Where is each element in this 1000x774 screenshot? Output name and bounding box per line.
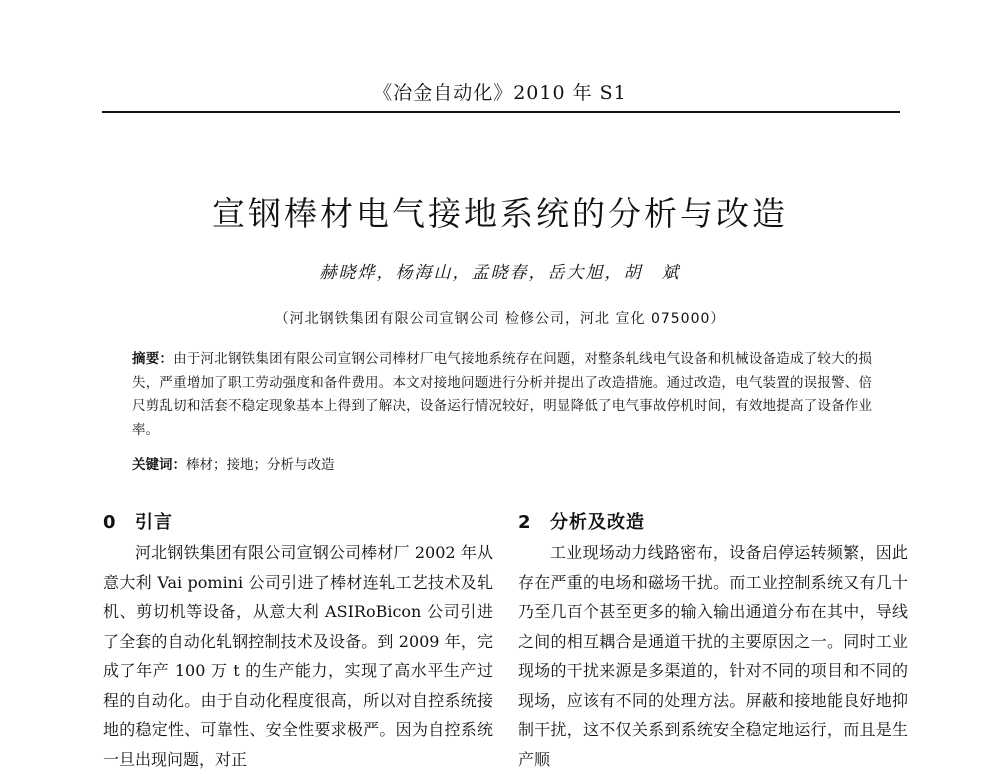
header-divider — [102, 111, 900, 113]
right-column — [518, 508, 908, 774]
keywords-text: 棒材；接地；分析与改造 — [186, 457, 335, 473]
article-title: 宣钢棒材电气接地系统的分析与改造 — [212, 194, 788, 233]
section-title: 引言 — [135, 512, 173, 533]
section-heading-analysis — [518, 508, 908, 538]
section-title: 分析及改造 — [550, 512, 645, 533]
keywords-label: 关键词： — [132, 457, 186, 473]
section-number: 0 — [103, 512, 117, 533]
section-body-introduction: 河北钢铁集团有限公司宣钢公司棒材厂 2002 年从意大利 Vai pomini 公司引进了棒材连轧工艺技术及轧机、剪切机等设备，从意大利 ASIRoBicon 公司引进了全套的自动化轧钢控制技术及设备。到 2009 年，完成了年产 100 万 t 的生产能力，实现了高水平生产过程的自动化。由于自动化程度很高，所以对自控系统接地的稳定性、可靠性、安全性要求极严。因为自控系统一旦出现问题，对正 — [103, 543, 493, 769]
section-number: 2 — [518, 512, 532, 533]
journal-header: 《冶金自动化》2010 年 S1 — [373, 82, 627, 104]
author-list: 赫晓烨，杨海山，孟晓春，岳大旭，胡 斌 — [319, 263, 681, 283]
keywords — [132, 454, 872, 477]
affiliation: （河北钢铁集团有限公司宣钢公司 检修公司，河北 宣化 075000） — [274, 311, 726, 327]
section-heading-introduction — [103, 508, 493, 538]
abstract-label: 摘要： — [132, 351, 174, 367]
abstract-text: 由于河北钢铁集团有限公司宣钢公司棒材厂电气接地系统存在问题，对整条轧线电气设备和机械设备造成了较大的损失，严重增加了职工劳动强度和备件费用。本文对接地问题进行分析并提出了改造措施。通过改造，电气装置的误报警、倍尺剪乱切和活套不稳定现象基本上得到了解决，设备运行情况较好，明显降低了电气事故停机时间，有效地提高了设备作业率。 — [132, 351, 873, 438]
left-column — [103, 508, 493, 774]
section-body-analysis: 工业现场动力线路密布，设备启停运转频繁，因此存在严重的电场和磁场干扰。而工业控制系统又有几十乃至几百个甚至更多的输入输出通道分布在其中，导线之间的相互耦合是通道干扰的主要原因之一。同时工业现场的干扰来源是多渠道的，针对不同的项目和不同的现场，应该有不同的处理方法。屏蔽和接地能良好地抑制干扰，这不仅关系到系统安全稳定地运行，而且是生产顺 — [518, 543, 908, 769]
abstract — [132, 348, 872, 442]
